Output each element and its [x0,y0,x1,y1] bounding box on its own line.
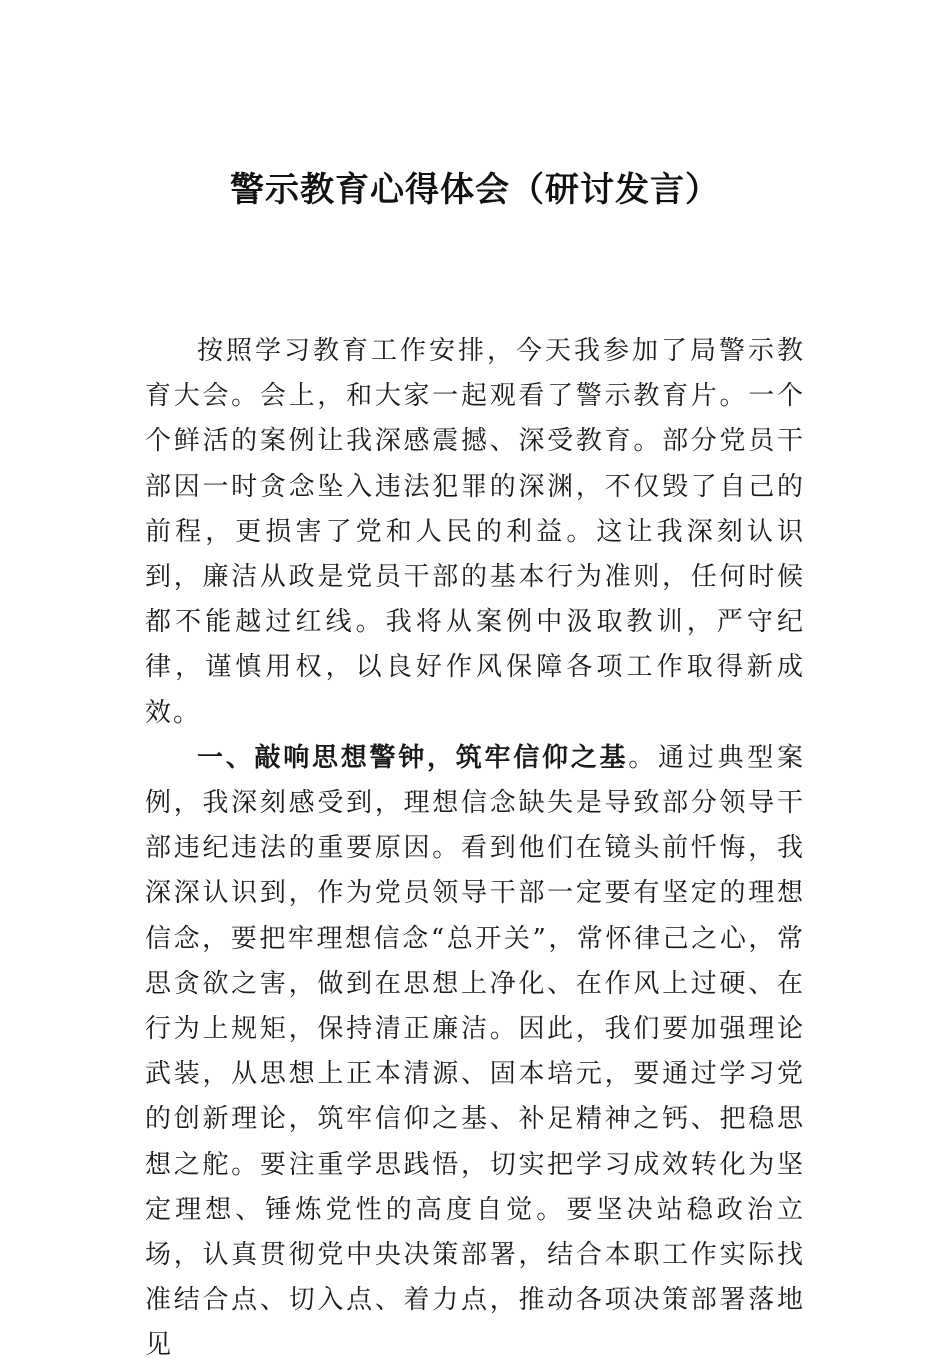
paragraph-intro-text: 按照学习教育工作安排，今天我参加了局警示教育大会。会上，和大家一起观看了警示教育片。一个个鲜活的案例让我深感震撼、深受教育。部分党员干部因一时贪念坠入违法犯罪的深渊，不仅毁了自己的前程，更损害了党和人民的利益。这让我深刻认识到，廉洁从政是党员干部的基本行为准则，任何时候都不能越过红线。我将从案例中汲取教训，严守纪律，谨慎用权，以良好作风保障各项工作取得新成效。 [145,336,805,728]
document-body [145,329,805,1369]
document-title: 警示教育心得体会（研讨发言） [230,170,720,210]
paragraph-intro [145,329,805,736]
paragraph-section-1 [145,736,805,1369]
section-1-text: 。通过典型案例，我深刻感受到，理想信念缺失是导致部分领导干部违纪违法的重要原因。看到他们在镜头前忏悔，我深深认识到，作为党员领导干部一定要有坚定的理想信念，要把牢理想信念“总开关”，常怀律己之心，常思贪欲之害，做到在思想上净化、在作风上过硬、在行为上规矩，保持清正廉洁。因此，我们要加强理论武装，从思想上正本清源、固本培元，要通过学习党的创新理论，筑牢信仰之基、补足精神之钙、把稳思想之舵。要注重学思践悟，切实把学习成效转化为坚定理想、锤炼党性的高度自觉。要坚决站稳政治立场，认真贯彻党中央决策部署，结合本职工作实际找准结合点、切入点、着力点，推动各项决策部署落地见 [145,742,805,1361]
section-1-heading: 一、敲响思想警钟，筑牢信仰之基 [197,742,629,773]
